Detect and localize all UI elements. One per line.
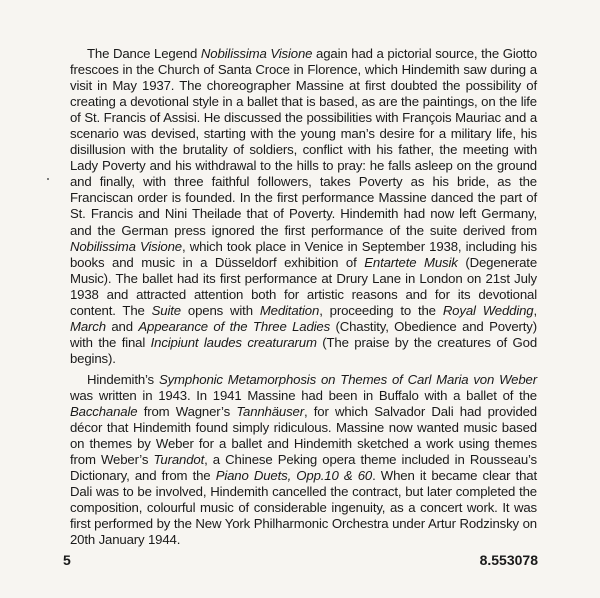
text-run: again had a pictorial source, the Giotto frescoes in the Church of Santa Croce in Florence, which Hindemith saw during a visit in May 1937. The choreographer Massine at first doubted the possibility of creating a devotional style in a ballet that is based, as are the paintings, on the life of St. Francis of Assisi. He discussed the possibilities with François Mauriac and a scenario was devised, starting with the young man’s desire for a military life, his disillusion with the brutality of soldiers, conflict with his father, the meeting with Lady Poverty and his withdrawal to the hills to pray: he falls asleep on the ground and finally, with three faithful followers, takes Poverty as his bride, as the Franciscan order is founded. In the first performance Massine danced the part of St. Francis and Nini Theilade that of Poverty. Hindemith had now left Germany, and the German press ignored the first performance of the suite derived from	[70, 46, 538, 238]
body-text	[70, 46, 537, 548]
text-run: opens with	[180, 302, 260, 318]
italic-title: Appearance of the Three Ladies	[138, 318, 331, 334]
text-run: ,	[533, 302, 537, 318]
text-run: Hindemith’s	[87, 371, 159, 387]
italic-title: Piano Duets, Opp.10 & 60	[215, 468, 373, 484]
text-run: from Wagner’s	[137, 404, 237, 420]
catalog-number: 8.553078	[479, 552, 538, 568]
page-number: 5	[63, 552, 71, 568]
italic-title: March	[70, 318, 106, 334]
italic-title: Bacchanale	[70, 404, 138, 420]
italic-title: Incipiunt laudes creaturarum	[150, 334, 317, 350]
text-run: was written in 1943. In 1941 Massine had been in Buffalo with a ballet of the	[70, 387, 537, 403]
italic-title: Meditation	[259, 302, 320, 318]
italic-title: Tannhäuser	[236, 404, 304, 420]
text-run: , which took place in Venice in September 1938, including his books and music in a Düsseldorf exhibition of	[70, 238, 537, 270]
italic-title: Nobilissima Visione	[70, 238, 182, 254]
text-run: , a Chinese Peking opera theme included in Rousseau’s Dictionary, and from the	[70, 452, 537, 484]
italic-title: Symphonic Metamorphosis on Themes of Carl Maria von Weber	[158, 371, 537, 387]
italic-title: Turandot	[153, 452, 205, 468]
margin-speck	[47, 178, 49, 180]
text-run: (Degenerate Music). The ballet had its first performance at Drury Lane in London on 21st July 1938 and attracted attention both for artistic reasons and for its devotional content. The	[70, 254, 537, 318]
text-run: (Chastity, Obedience and Poverty) with the final	[70, 318, 537, 350]
text-run: , proceeding to the	[319, 302, 443, 318]
italic-title: Suite	[151, 302, 181, 318]
text-run: , for which Salvador Dali had provided décor that Hindemith found simply ridiculous. Massine now wanted music based on themes by Weber for a ballet and Hindemith sketched a work using themes from Weber’s	[70, 404, 537, 468]
italic-title: Entartete Musik	[364, 254, 458, 270]
paragraph-symphonic-metamorphosis	[70, 372, 537, 549]
text-run: (The praise by the creatures of God begins).	[70, 334, 538, 366]
paragraph-nobilissima-visione	[70, 46, 537, 367]
italic-title: Royal Wedding	[442, 302, 534, 318]
italic-title: Nobilissima Visione	[200, 46, 313, 61]
text-run: and	[105, 318, 139, 334]
text-run: The Dance Legend	[87, 46, 201, 61]
text-run: . When it became clear that Dali was to be involved, Hindemith cancelled the contract, but later completed the composition, colourful music of considerable ingenuity, as a concert work. It was first performed by the New York Philharmonic Orchestra under Artur Rodzinsky on 20th January 1944.	[70, 468, 537, 548]
